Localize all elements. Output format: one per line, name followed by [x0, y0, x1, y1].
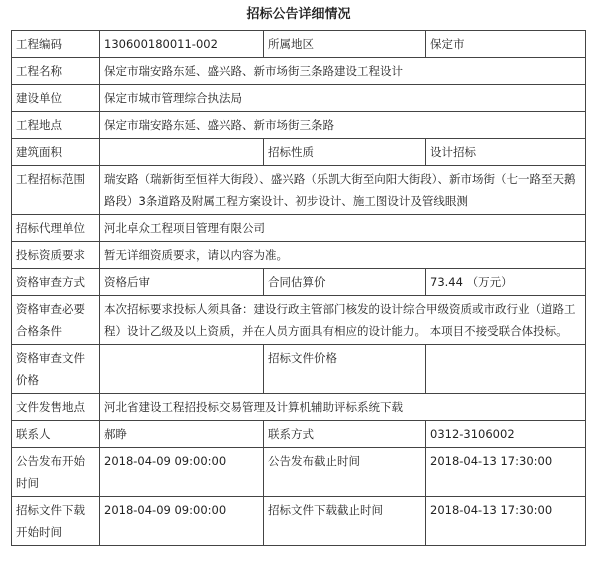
label-contact: 联系人: [12, 421, 100, 448]
row-agent: [12, 215, 586, 242]
row-review-method: [12, 269, 586, 296]
value-scope: 瑞安路（瑞新街至恒祥大街段）、盛兴路（乐凯大街至向阳大街段）、新市场街（七一路至天鹅路段）3条道路及附属工程方案设计、初步设计、施工图设计及管线眼测: [100, 166, 586, 215]
label-scope: 工程招标范围: [12, 166, 100, 215]
value-contact: 郝睁: [100, 421, 264, 448]
value-review-docs-price: [100, 345, 264, 394]
row-area: [12, 139, 586, 166]
label-publish-start: 公告发布开始时间: [12, 448, 100, 497]
row-scope: [12, 166, 586, 215]
value-review-conditions: 本次招标要求投标人须具备：建设行政主管部门核发的设计综合甲级资质或市政行业（道路工程）设计乙级及以上资质，并在人员方面具有相应的设计能力。 本项目不接受联合体投标。: [100, 296, 586, 345]
value-qualification: 暂无详细资质要求，请以内容为准。: [100, 242, 586, 269]
label-review-docs-price: 资格审查文件价格: [12, 345, 100, 394]
value-phone: 0312-3106002: [426, 421, 586, 448]
value-location: 保定市瑞安路东延、盛兴路、新市场街三条路: [100, 112, 586, 139]
label-code: 工程编码: [12, 31, 100, 58]
label-tender-docs-price: 招标文件价格: [264, 345, 426, 394]
label-name: 工程名称: [12, 58, 100, 85]
label-download-start: 招标文件下载开始时间: [12, 497, 100, 546]
value-code: 130600180011-002: [100, 31, 264, 58]
label-tender-type: 招标性质: [264, 139, 426, 166]
row-name: [12, 58, 586, 85]
label-review-method: 资格审查方式: [12, 269, 100, 296]
row-review-conditions: [12, 296, 586, 345]
label-phone: 联系方式: [264, 421, 426, 448]
label-location: 工程地点: [12, 112, 100, 139]
value-contract-price: 73.44 （万元）: [426, 269, 586, 296]
tender-details-table: [11, 30, 586, 546]
row-review-docs: [12, 345, 586, 394]
row-location: [12, 112, 586, 139]
label-release-place: 文件发售地点: [12, 394, 100, 421]
label-qualification: 投标资质要求: [12, 242, 100, 269]
value-name: 保定市瑞安路东延、盛兴路、新市场街三条路建设工程设计: [100, 58, 586, 85]
row-code: [12, 31, 586, 58]
page-title: 招标公告详细情况: [246, 7, 351, 22]
value-review-method: 资格后审: [100, 269, 264, 296]
row-unit: [12, 85, 586, 112]
value-publish-start: 2018-04-09 09:00:00: [100, 448, 264, 497]
row-publish: [12, 448, 586, 497]
value-tender-docs-price: [426, 345, 586, 394]
value-region: 保定市: [426, 31, 586, 58]
label-region: 所属地区: [264, 31, 426, 58]
label-contract-price: 合同估算价: [264, 269, 426, 296]
value-download-start: 2018-04-09 09:00:00: [100, 497, 264, 546]
label-area: 建筑面积: [12, 139, 100, 166]
label-publish-end: 公告发布截止时间: [264, 448, 426, 497]
value-agent: 河北卓众工程项目管理有限公司: [100, 215, 586, 242]
value-publish-end: 2018-04-13 17:30:00: [426, 448, 586, 497]
value-release-place: 河北省建设工程招投标交易管理及计算机辅助评标系统下载: [100, 394, 586, 421]
value-unit: 保定市城市管理综合执法局: [100, 85, 586, 112]
row-contact: [12, 421, 586, 448]
row-release-place: [12, 394, 586, 421]
value-area: [100, 139, 264, 166]
label-agent: 招标代理单位: [12, 215, 100, 242]
value-tender-type: 设计招标: [426, 139, 586, 166]
value-download-end: 2018-04-13 17:30:00: [426, 497, 586, 546]
label-download-end: 招标文件下载截止时间: [264, 497, 426, 546]
label-review-conditions: 资格审查必要合格条件: [12, 296, 100, 345]
row-download: [12, 497, 586, 546]
label-unit: 建设单位: [12, 85, 100, 112]
row-qualification: [12, 242, 586, 269]
